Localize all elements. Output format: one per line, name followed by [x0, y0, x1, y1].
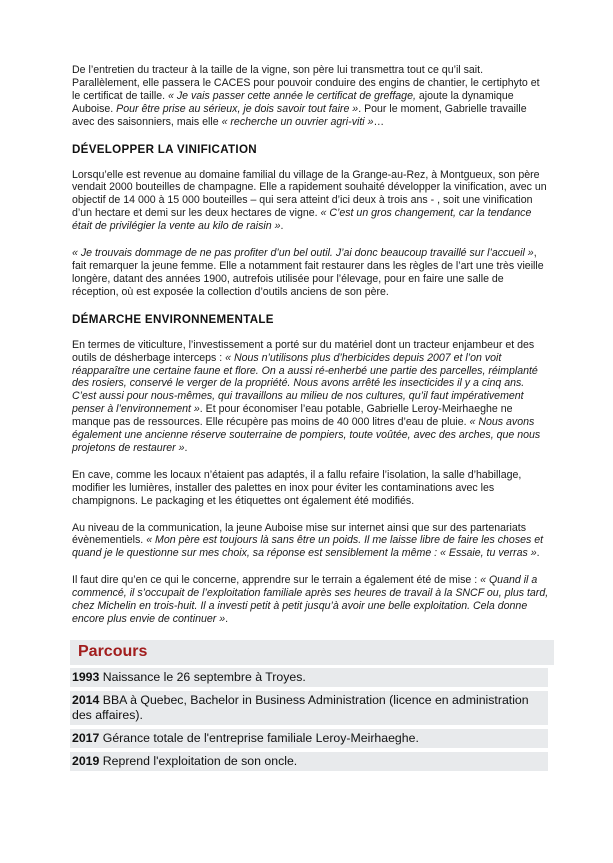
body-text: Il faut dire qu’en ce qui le concerne, apprendre sur le terrain a également été de mise :: [72, 574, 481, 587]
body-text: En termes de viticulture, l’investissement a porté sur du matériel dont un tracteur enjambeur et des outils de désherbage interceps :: [72, 338, 535, 364]
parcours-text: Gérance totale de l'entreprise familiale Leroy-Meirhaeghe.: [99, 730, 419, 745]
body-text: De l’entretien du tracteur à la taille de la vigne, son père lui transmettra tout ce qu’il sait. Parallèlement, elle passera le CACES pour pouvoir conduire des engins de chantier, le certiphyto et le certificat de taille.: [72, 64, 540, 102]
body-text: …: [373, 115, 385, 128]
body-text: .: [184, 441, 188, 454]
body-text: .: [536, 547, 540, 560]
body-text: .: [280, 220, 284, 233]
parcours-item: [70, 668, 548, 687]
quote-text: « C’est un gros changement, car la tendance était de privilégier la vente au kilo de raisin »: [72, 207, 532, 233]
quote-text: « Quand il a commencé, il s’occupait de l’exploitation familiale après ses heures de travail à la SNCF ou, plus tard, chez Michelin en trois-huit. Il a investi petit à petit jusqu’à avoir une belle exploitation. Cela donne encore plus envie de continuer »: [72, 574, 549, 625]
body-text: Lorsqu’elle est revenue au domaine familial du village de la Grange-au-Rez, à Montgueux, son père vendait 2000 bouteilles de champagne. Elle a rapidement souhaité développer la vinification, avec un objectif de 14 000 à 15 000 bouteilles – qui sera atteint d’ici deux à trois ans - , soit une vinification d’un hectare et demi sur les deux hectares de vigne.: [72, 168, 547, 220]
section-heading-environnement: DÉMARCHE ENVIRONNEMENTALE: [72, 312, 274, 326]
parcours-item: [70, 691, 548, 725]
body-text: Au niveau de la communication, la jeune Auboise mise sur internet ainsi que sur des partenariats évènementiels.: [72, 521, 527, 547]
parcours-text: Naissance le 26 septembre à Troyes.: [99, 669, 306, 684]
environnement-paragraph-1: [72, 339, 550, 455]
body-text: , fait remarquer la jeune femme. Elle a notamment fait restaurer dans les règles de l’art une très vieille longère, datant des années 1900, autrefois utilisée pour l’élevage, pour en faire une salle de réception, où est exposée la collection d’outils anciens de son père.: [72, 247, 544, 298]
environnement-paragraph-3: [72, 522, 550, 561]
body-text: ajoute la dynamique Auboise.: [72, 89, 514, 115]
intro-paragraph: [72, 64, 550, 129]
vinification-paragraph-2: [72, 247, 550, 299]
parcours-year: 2017: [72, 730, 100, 745]
body-text: . Pour le moment, Gabrielle travaille avec des saisonniers, mais elle: [72, 102, 527, 128]
parcours-item: [70, 752, 548, 771]
quote-text: « recherche un ouvrier agri-viti »: [221, 115, 374, 128]
parcours-box: [72, 640, 550, 771]
body-text: . Et pour économiser l’eau potable, Gabrielle Leroy-Meirhaeghe ne manque pas de ressources. Elle récupère pas moins de 40 000 litres d’eau de pluie.: [72, 403, 513, 429]
quote-text: « Nous n’utilisons plus d’herbicides depuis 2007 et l’on voit réapparaître une certaine faune et flore. On a aussi ré-enherbé une partie des parcelles, réimplanté des rosiers, conservé le verger de la propriété. Nous avons arrêté les insecticides il y a cinq ans. C’est aussi pour nous-mêmes, qui travaillons au milieu de nos cultures, qu’il faut impérativement penser à l’environnement »: [72, 351, 538, 416]
body-text: .: [225, 613, 229, 625]
environnement-paragraph-4: [72, 574, 550, 626]
parcours-year: 2019: [72, 753, 100, 768]
parcours-text: Reprend l'exploitation de son oncle.: [99, 753, 298, 768]
parcours-year: 1993: [72, 669, 100, 684]
section-heading-vinification: DÉVELOPPER LA VINIFICATION: [72, 142, 257, 156]
quote-text: « Je vais passer cette année le certificat de greffage,: [167, 89, 416, 102]
parcours-item: [70, 729, 548, 748]
quote-text: « Je trouvais dommage de ne pas profiter d’un bel outil. J’ai donc beaucoup travaillé sur l’accueil »: [72, 247, 534, 260]
body-text: En cave, comme les locaux n’étaient pas adaptés, il a fallu refaire l’isolation, la salle d’habillage, modifier les lumières, installer des palettes en inox pour éviter les contaminations avec les champignons. Le packaging et les étiquettes ont également été modifiés.: [72, 468, 522, 507]
vinification-paragraph-1: [72, 169, 550, 234]
environnement-paragraph-2: [72, 469, 550, 508]
parcours-text: BBA à Quebec, Bachelor in Business Administration (licence en administration des affaires).: [72, 692, 529, 722]
parcours-title: Parcours: [70, 640, 554, 665]
quote-text: « Nous avons également une ancienne réserve souterraine de pompiers, toute voûtée, avec des arches, que nous projetons de restaurer »: [72, 416, 541, 454]
article-page: [72, 64, 550, 775]
parcours-year: 2014: [72, 692, 100, 707]
quote-text: « Mon père est toujours là sans être un poids. Il me laisse libre de faire les choses et quand je le questionne sur mes choix, sa réponse est sensiblement la même : « Essaie, tu verras »: [72, 534, 544, 560]
quote-text: Pour être prise au sérieux, je dois savoir tout faire »: [116, 102, 359, 115]
